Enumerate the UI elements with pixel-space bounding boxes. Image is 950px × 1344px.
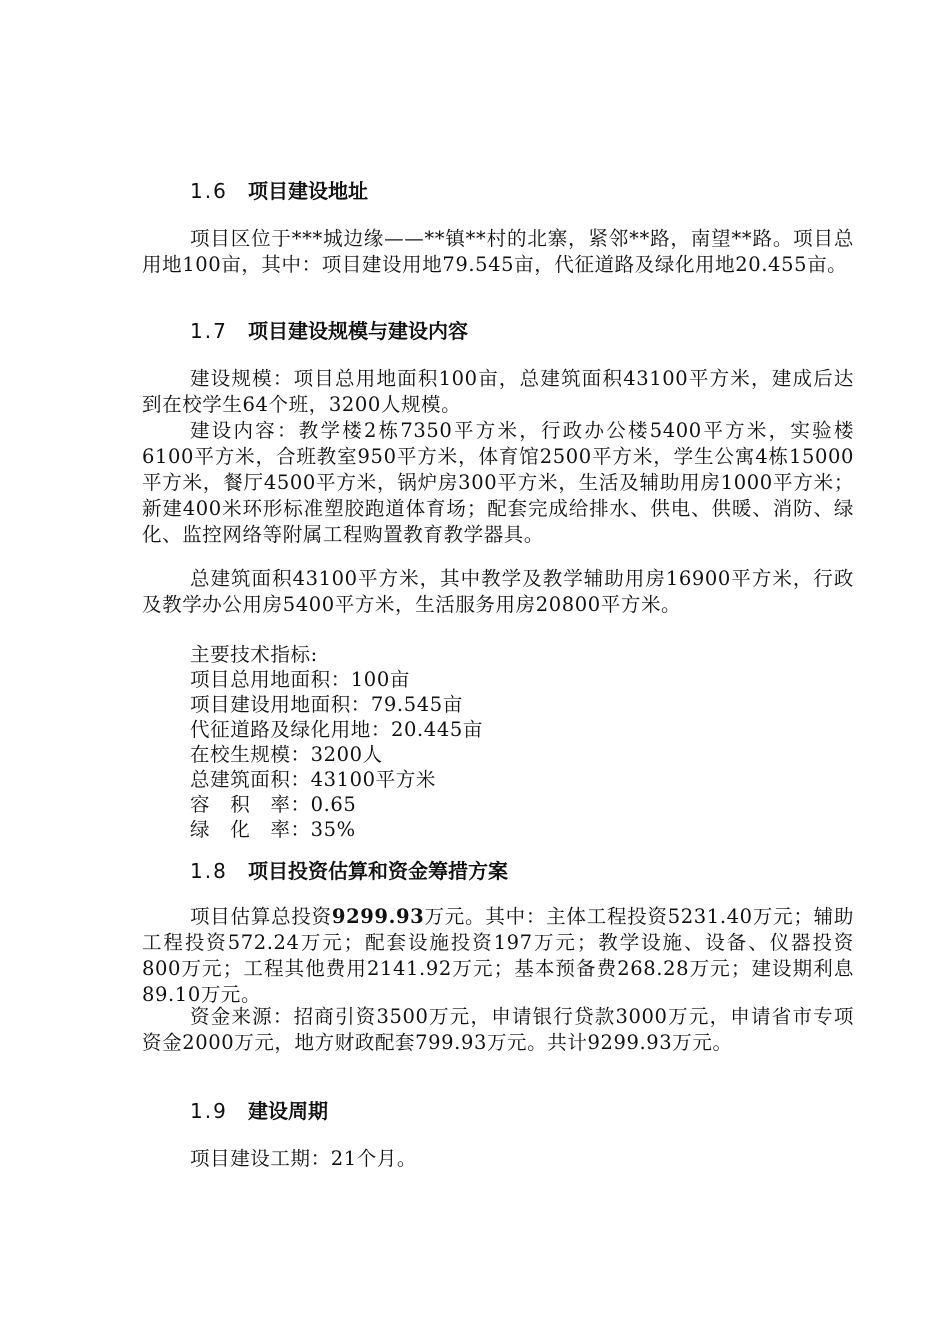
section-heading-1-9: [190, 1098, 328, 1124]
indicator-item: 在校生规模：3200人: [190, 743, 383, 766]
paragraph-funding-sources: 资金来源：招商引资3500万元，申请银行贷款3000万元，申请省市专项资金2000万元，地方财政配套799.93万元。共计9299.93万元。: [142, 1005, 854, 1054]
section-title: 建设周期: [248, 1099, 328, 1123]
section-heading-1-6: [190, 178, 368, 204]
section-heading-1-8: [190, 858, 508, 884]
indicator-item: 项目建设用地面积：79.545亩: [190, 693, 463, 716]
paragraph-site-location: 项目区位于***城边缘——**镇**村的北寨，紧邻**路，南望**路。项目总用地100亩，其中：项目建设用地79.545亩，代征道路及绿化用地20.455亩。: [142, 227, 854, 276]
paragraph-construction-content: 建设内容：教学楼2栋7350平方米，行政办公楼5400平方米，实验楼6100平方米，合班教室950平方米，体育馆2500平方米，学生公寓4栋15000平方米，餐厅4500平方米，锅炉房300平方米，生活及辅助用房1000平方米；新建400米环形标准塑胶跑道体育场；配套完成给排水、供电、供暖、消防、绿化、监控网络等附属工程购置教育教学器具。: [142, 419, 854, 546]
paragraph-floor-area: 总建筑面积43100平方米，其中教学及教学辅助用房16900平方米，行政及教学办公用房5400平方米，生活服务用房20800平方米。: [142, 567, 854, 616]
indicator-item: 总建筑面积：43100平方米: [190, 768, 436, 791]
section-title: 项目投资估算和资金筹措方案: [248, 859, 508, 883]
section-title: 项目建设地址: [248, 179, 368, 203]
section-number: 1.7: [190, 319, 228, 343]
section-heading-1-7: [190, 318, 468, 344]
investment-prefix: 项目估算总投资: [190, 905, 332, 928]
indicator-item: 代征道路及绿化用地：20.445亩: [190, 718, 483, 741]
paragraph-investment-estimate: [142, 904, 854, 1008]
indicator-item: 项目总用地面积：100亩: [190, 668, 410, 691]
paragraph-construction-period: 项目建设工期：21个月。: [190, 1147, 418, 1170]
section-number: 1.8: [190, 859, 228, 883]
indicators-title: 主要技术指标:: [190, 643, 318, 666]
indicator-item: 容 积 率：0.65: [190, 793, 357, 816]
investment-breakdown: 万元。其中：主体工程投资5231.40万元；辅助工程投资572.24万元；配套设施投资197万元；教学设施、设备、仪器投资800万元；工程其他费用2141.92万元；基本预备费268.28万元；建设期利息89.10万元。: [142, 905, 854, 1006]
section-number: 1.9: [190, 1099, 228, 1123]
section-number: 1.6: [190, 179, 228, 203]
total-investment-value: 9299.93: [331, 905, 425, 928]
paragraph-construction-scale: 建设规模：项目总用地面积100亩，总建筑面积43100平方米，建成后达到在校学生64个班，3200人规模。: [142, 367, 854, 416]
indicator-item: 绿 化 率：35%: [190, 818, 356, 841]
section-title: 项目建设规模与建设内容: [248, 319, 468, 343]
